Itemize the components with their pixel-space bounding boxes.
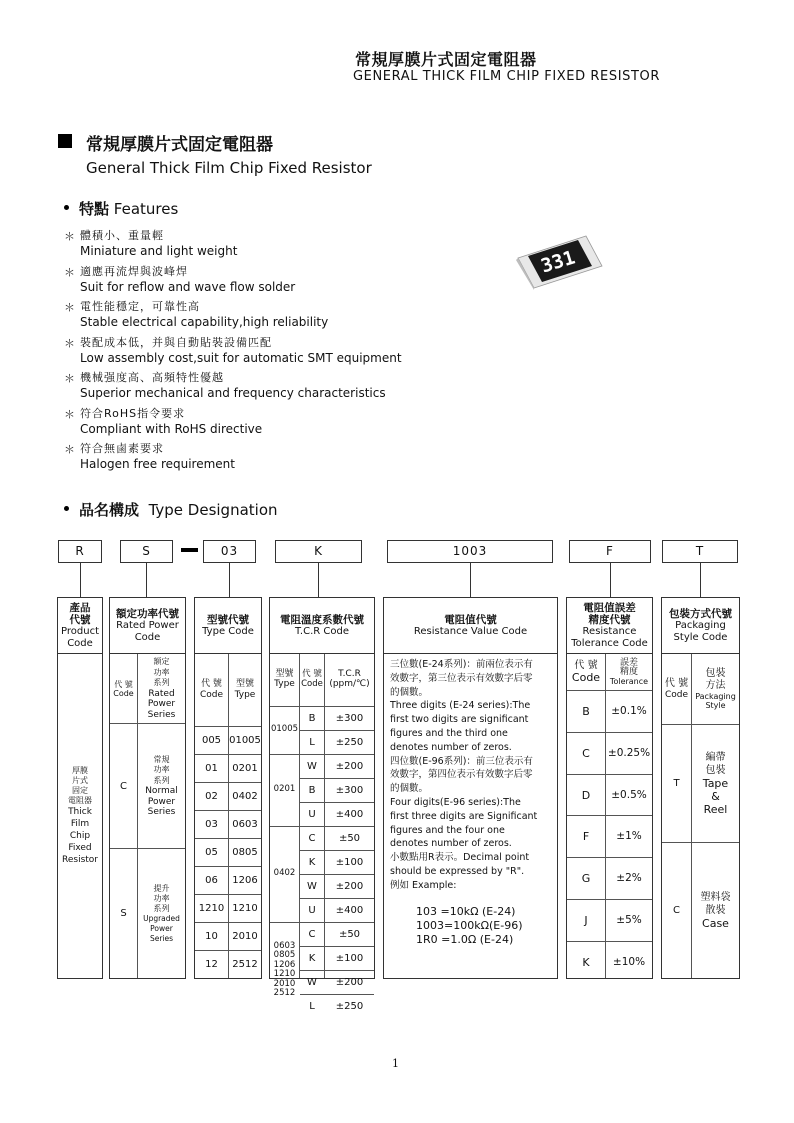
- resistance-line: 小數點用R表示。Decimal point: [390, 852, 530, 864]
- connector-line: [146, 563, 147, 597]
- resistance-line: 的個數。: [390, 686, 429, 698]
- tcr-code: K: [308, 952, 316, 964]
- tolerance-code: F: [582, 829, 590, 843]
- connector-line: [610, 563, 611, 597]
- code-box-packaging: T: [662, 540, 738, 563]
- tcr-type: 0201: [273, 784, 296, 795]
- resistance-line: figures and the four one: [390, 824, 505, 836]
- features-heading-zh: 特點: [79, 200, 110, 218]
- type-code: 10: [205, 930, 218, 942]
- chip-resistor-image: [508, 232, 604, 290]
- tcr-type: 01005: [270, 724, 299, 735]
- resistance-line: Three digits (E-24 series):The: [390, 700, 531, 712]
- packaging-code: C: [673, 905, 680, 916]
- tolerance-value: ±2%: [616, 871, 642, 884]
- type-size: 2010: [232, 930, 258, 942]
- tcr-code: B: [308, 712, 316, 724]
- rated-power-table: 額定功率代號 Rated Power Code 代 號 Code 額定 功率 系列 Rated Power Series C 常規 功率 系列 Normal Power Series S 提升 功率 系列 Upgraded Power Series: [109, 597, 186, 979]
- feature-item: ＊ 體積小、重量輕 Miniature and light weight: [64, 229, 238, 258]
- section-title-zh: 常規厚膜片式固定電阻器: [86, 135, 273, 155]
- features-list: [64, 227, 504, 476]
- code-box-power: S: [120, 540, 173, 563]
- tcr-code: C: [308, 832, 316, 844]
- resistance-value-table: 電阻值代號 Resistance Value Code 三位數(E-24系列)：前兩位表示有 效數字，第三位表示有效數字后零 的個數。 Three digits (E-24 series):The first two digits are significant figures and the third one denotes number of zeros. 四位數(E-96系列)：前三位表示有 效數字，第四位表示有效數字后零 的個數。 Four digits(E-96 series):The first three digits are Significant figures and the four one denotes number of zeros. 小數點用R表示。Decimal point should be expressed by "R". 例如 Example: 103 =10kΩ (E-24) 1003=100kΩ(E-96) 1R0 =1.0Ω (E-24): [383, 597, 558, 979]
- tcr-value: ±50: [338, 832, 361, 844]
- tolerance-code: C: [582, 746, 590, 760]
- designation-heading: [64, 499, 278, 520]
- resistance-examples: 103 =10kΩ (E-24) 1003=100kΩ(E-96) 1R0 =1.0Ω (E-24): [416, 904, 523, 946]
- product-code-table: 產品 代號 Product Code 厚膜 片式 固定 電阻器 Thick Film Chip Fixed Resistor: [57, 597, 103, 979]
- tcr-code: W: [307, 976, 317, 988]
- tcr-value: ±250: [335, 736, 364, 748]
- resistance-line: denotes number of zeros.: [390, 838, 512, 850]
- type-code: 06: [205, 874, 218, 886]
- tcr-type: 0603 0805 1206 1210 2010 2512: [273, 940, 296, 998]
- bullet-icon: [64, 506, 69, 511]
- tcr-value: ±50: [338, 928, 361, 940]
- type-code: 03: [205, 818, 218, 830]
- type-size: 0201: [232, 762, 258, 774]
- resistance-line: 三位數(E-24系列)：前兩位表示有: [390, 659, 533, 670]
- connector-line: [229, 563, 230, 597]
- tcr-code: U: [308, 808, 316, 820]
- tolerance-value: ±1%: [616, 829, 642, 842]
- section-title-en: General Thick Film Chip Fixed Resistor: [86, 159, 372, 177]
- designation-heading-zh: 品名構成: [79, 501, 140, 519]
- tcr-value: ±400: [335, 808, 364, 820]
- packaging-code: T: [673, 778, 680, 789]
- tcr-value: ±200: [335, 976, 364, 988]
- feature-item: ＊ 符合無鹵素要求 Halogen free requirement: [64, 442, 235, 471]
- code-box-product: R: [58, 540, 102, 563]
- tcr-code: L: [309, 1000, 315, 1012]
- tolerance-value: ±0.5%: [611, 788, 647, 801]
- feature-item: ＊ 裝配成本低，并與自動貼裝設備匹配 Low assembly cost,suit for automatic SMT equipment: [64, 335, 402, 365]
- tolerance-value: ±5%: [616, 913, 642, 926]
- tcr-type: 0402: [273, 868, 296, 879]
- type-size: 1206: [232, 874, 258, 886]
- tcr-code-table: 電阻溫度系數代號 T.C.R Code 型號 Type 代 號 Code T.C.R (ppm/℃) 01005 B ±300 L ±250 0201 W ±200 B ±300 U ±400 0402 C ±50 K ±100 W ±200 U ±400 0603 0805 1206 1210 2010 2512 C ±50 K ±100 W ±200 L ±250: [269, 597, 375, 979]
- features-heading: [64, 198, 178, 219]
- resistance-line: first two digits are significant: [390, 714, 529, 726]
- type-code: 005: [201, 734, 222, 746]
- tcr-code: C: [308, 928, 316, 940]
- type-code: 1210: [198, 902, 225, 914]
- tcr-value: ±100: [335, 856, 364, 868]
- tcr-value: ±300: [335, 784, 364, 796]
- tcr-code: U: [308, 904, 316, 916]
- tolerance-value: ±10%: [612, 955, 646, 968]
- resistance-line: should be expressed by "R".: [390, 865, 525, 877]
- feature-item: ＊ 符合RoHS指令要求 Compliant with RoHS directive: [64, 406, 263, 436]
- type-code: 01: [205, 762, 218, 774]
- connector-line: [700, 563, 701, 597]
- code-box-tcr: K: [275, 540, 362, 563]
- resistance-line: 的個數。: [390, 783, 429, 795]
- tolerance-code: B: [582, 704, 590, 718]
- tolerance-code: J: [584, 913, 588, 927]
- connector-line: [470, 563, 471, 597]
- resistance-line: 效數字，第四位表示有效數字后零: [390, 769, 533, 781]
- type-code: 02: [205, 790, 218, 802]
- feature-item: ＊ 機械强度高、高頻特性優越 Superior mechanical and frequency characteristics: [64, 371, 386, 400]
- tolerance-code: K: [582, 955, 590, 969]
- tcr-value: ±200: [335, 760, 364, 772]
- designation-heading-en: Type Designation: [148, 501, 278, 519]
- page-number: 1: [392, 1057, 399, 1070]
- type-code: 05: [205, 846, 218, 858]
- section-square-icon: [58, 134, 72, 148]
- chip-marking: 331: [538, 246, 578, 278]
- bullet-icon: [64, 205, 69, 210]
- code-box-tolerance: F: [569, 540, 651, 563]
- power-code: C: [120, 780, 127, 792]
- resistance-line: 例如 Example:: [390, 879, 457, 891]
- type-size: 0603: [232, 818, 258, 830]
- tcr-code: K: [308, 856, 316, 868]
- type-size: 1210: [232, 902, 258, 914]
- tcr-code: W: [307, 880, 317, 892]
- code-box-resistance: 1003: [387, 540, 553, 563]
- tcr-code: L: [309, 736, 315, 748]
- tolerance-value: ±0.25%: [607, 746, 651, 759]
- type-size: 01005: [229, 734, 261, 746]
- resistance-line: figures and the third one: [390, 727, 508, 739]
- tolerance-value: ±0.1%: [611, 704, 647, 717]
- type-size: 0805: [232, 846, 258, 858]
- header-title-zh: 常規厚膜片式固定電阻器: [355, 50, 537, 69]
- header-title-en: GENERAL THICK FILM CHIP FIXED RESISTOR: [353, 69, 661, 84]
- resistance-description: [390, 658, 550, 947]
- code-box-type: 03: [203, 540, 256, 563]
- tolerance-table: 電阻值誤差 精度代號 Resistance Tolerance Code 代 號 Code 誤差 精度 Tolerance B ±0.1% C ±0.25% D ±0.5% F ±1% G ±2% J ±5% K ±10%: [566, 597, 653, 979]
- tcr-code: W: [307, 760, 317, 772]
- tcr-code: B: [308, 784, 316, 796]
- connector-line: [318, 563, 319, 597]
- resistance-line: 四位數(E-96系列)：前三位表示有: [390, 755, 533, 767]
- tcr-value: ±250: [335, 1000, 364, 1012]
- feature-item: ＊ 適應再流焊與波峰焊 Suit for reflow and wave flow solder: [64, 264, 296, 294]
- tcr-value: ±100: [335, 952, 364, 964]
- tolerance-code: D: [581, 788, 591, 802]
- dash-separator: [181, 548, 198, 552]
- power-code: S: [120, 908, 127, 919]
- type-code-table: 型號代號 Type Code 代 號 Code 型號 Type 005 01005 01 0201 02 0402 03 0603 05 0805 06 1206 1210 1210 10 2010 12 2512: [194, 597, 262, 979]
- feature-item: ＊ 電性能穩定，可靠性高 Stable electrical capability,high reliability: [64, 300, 329, 329]
- resistance-line: denotes number of zeros.: [390, 741, 512, 753]
- resistance-line: Four digits(E-96 series):The: [390, 796, 521, 808]
- tcr-value: ±200: [335, 880, 364, 892]
- features-heading-en: Features: [113, 200, 179, 218]
- tolerance-code: G: [581, 871, 591, 885]
- type-size: 2512: [232, 958, 258, 970]
- packaging-table: 包裝方式代號 Packaging Style Code 代 號 Code 包裝 方法 Packaging Style T 編帶 包裝 Tape & Reel C 塑料袋 散裝 Case: [661, 597, 740, 979]
- type-code: 12: [205, 958, 218, 970]
- connector-line: [80, 563, 81, 597]
- tcr-value: ±400: [335, 904, 364, 916]
- tcr-value: ±300: [335, 712, 364, 724]
- resistance-line: first three digits are Significant: [390, 810, 538, 822]
- type-size: 0402: [232, 790, 258, 802]
- resistance-line: 效數字，第三位表示有效數字后零: [390, 672, 533, 684]
